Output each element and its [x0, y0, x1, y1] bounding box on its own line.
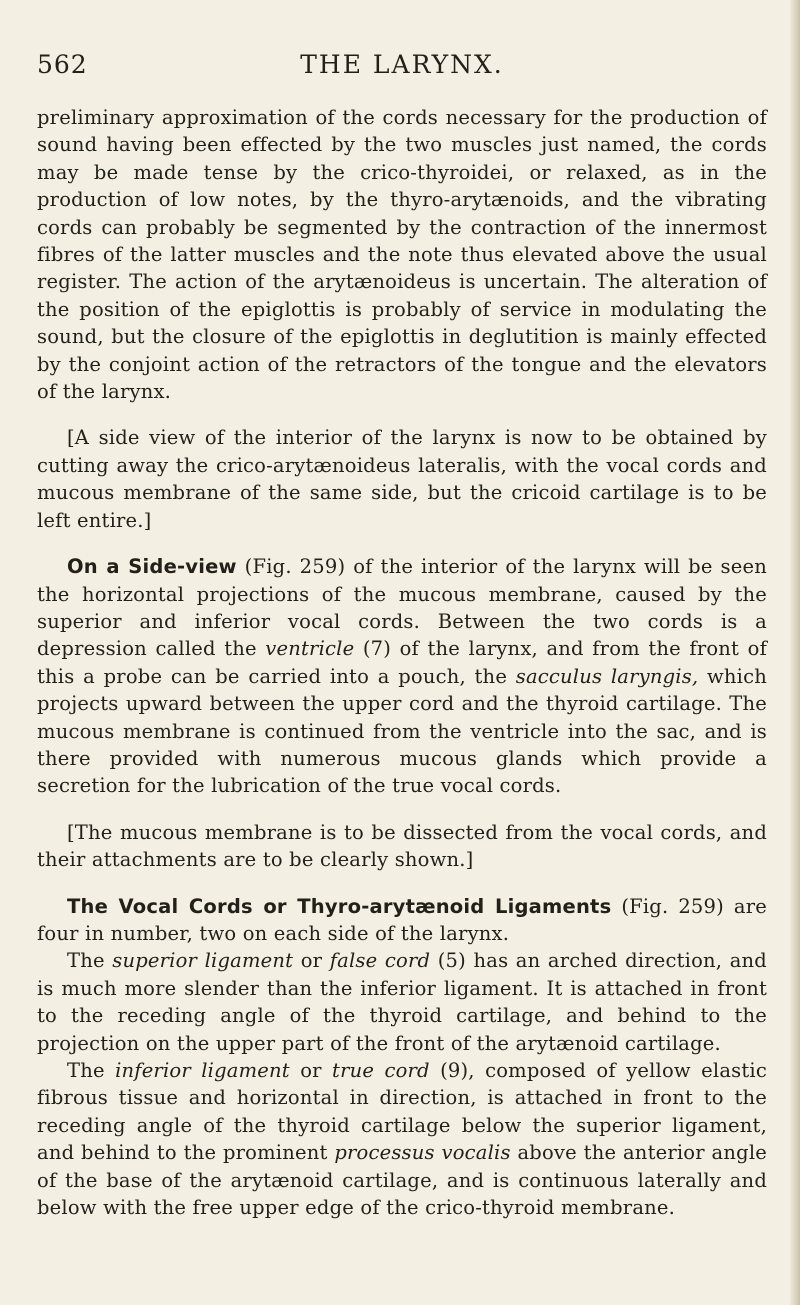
term-ventricle: ventricle	[265, 637, 355, 661]
term-sacculus-laryngis: sacculus laryngis,	[515, 664, 699, 688]
book-page	[37, 50, 767, 1221]
paragraph-5-vocal-cords: The Vocal Cords or Thyro-arytænoid Ligaments (Fig. 259) are four in number, two on each side of the larynx.	[37, 894, 767, 945]
page-number: 562	[37, 50, 88, 79]
paragraph-2-dissection-note: [A side view of the interior of the larynx is now to be obtained by cutting away the crico-arytænoideus lateralis, with the vocal cords and mucous membrane of the same side, but the cricoid cartilage is to be left entire.]	[37, 426, 767, 532]
chapter-title: THE LARYNX.	[300, 50, 504, 79]
section-heading-side-view: On a Side-view	[67, 555, 237, 579]
term-true-cord: true cord	[332, 1059, 430, 1082]
paragraph-6-superior-ligament: The superior ligament or false cord (5) has an arched direction, and is much more slender than the inferior ligament. It is attached in front to the receding angle of the thyroid cartilage, and behind to the projection on the upper part of the front of the arytænoid cartilage.	[37, 949, 767, 1055]
running-head	[37, 50, 767, 84]
term-false-cord: false cord	[329, 949, 431, 973]
paragraph-1: preliminary approximation of the cords necessary for the production of sound having been effected by the two muscles just named, the cords may be made tense by the crico-thyroidei, or relaxed, as in the production of low notes, by the thyro-arytænoids, and the vibrating cords can probably be segmented by the contraction of the innermost fibres of the latter muscles and the note thus elevated above the usual register. The action of the arytænoideus is uncertain. The alteration of the position of the epiglottis is probably of service in modulating the sound, but the closure of the epiglottis in deglutition is mainly effected by the conjoint action of the retractors of the tongue and the elevators of the larynx.	[37, 106, 767, 404]
paragraph-7-inferior-ligament: The inferior ligament or true cord (9), composed of yellow elastic fibrous tissue and horizontal in direction, is attached in front to the receding angle of the thyroid cartilage below the superior ligament, and behind to the prominent processus vocalis above the anterior angle of the base of the arytænoid cartilage, and is continuous laterally and below with the free upper edge of the crico-thyroid membrane.	[37, 1059, 767, 1220]
page-edge	[790, 0, 800, 1305]
term-processus-vocalis: processus vocalis	[334, 1141, 511, 1165]
term-superior-ligament: superior ligament	[112, 949, 294, 973]
paragraph-3-side-view: On a Side-view (Fig. 259) of the interior of the larynx will be seen the horizontal projections of the mucous membrane, caused by the superior and inferior vocal cords. Between the two cords is a depression called the ventricle (7) of the larynx, and from the front of this a probe can be carried into a pouch, the sacculus laryngis, which projects upward between the upper cord and the thyroid cartilage. The mucous membrane is continued from the ventricle into the sac, and is there provided with numerous mucous glands which provide a secretion for the lubrication of the true vocal cords.	[37, 555, 767, 798]
section-heading-vocal-cords: The Vocal Cords or Thyro-arytænoid Ligaments	[67, 894, 612, 918]
paragraph-4-dissection-note: [The mucous membrane is to be dissected from the vocal cords, and their attachments are to be clearly shown.]	[37, 820, 767, 872]
term-inferior-ligament: inferior ligament	[115, 1059, 290, 1082]
